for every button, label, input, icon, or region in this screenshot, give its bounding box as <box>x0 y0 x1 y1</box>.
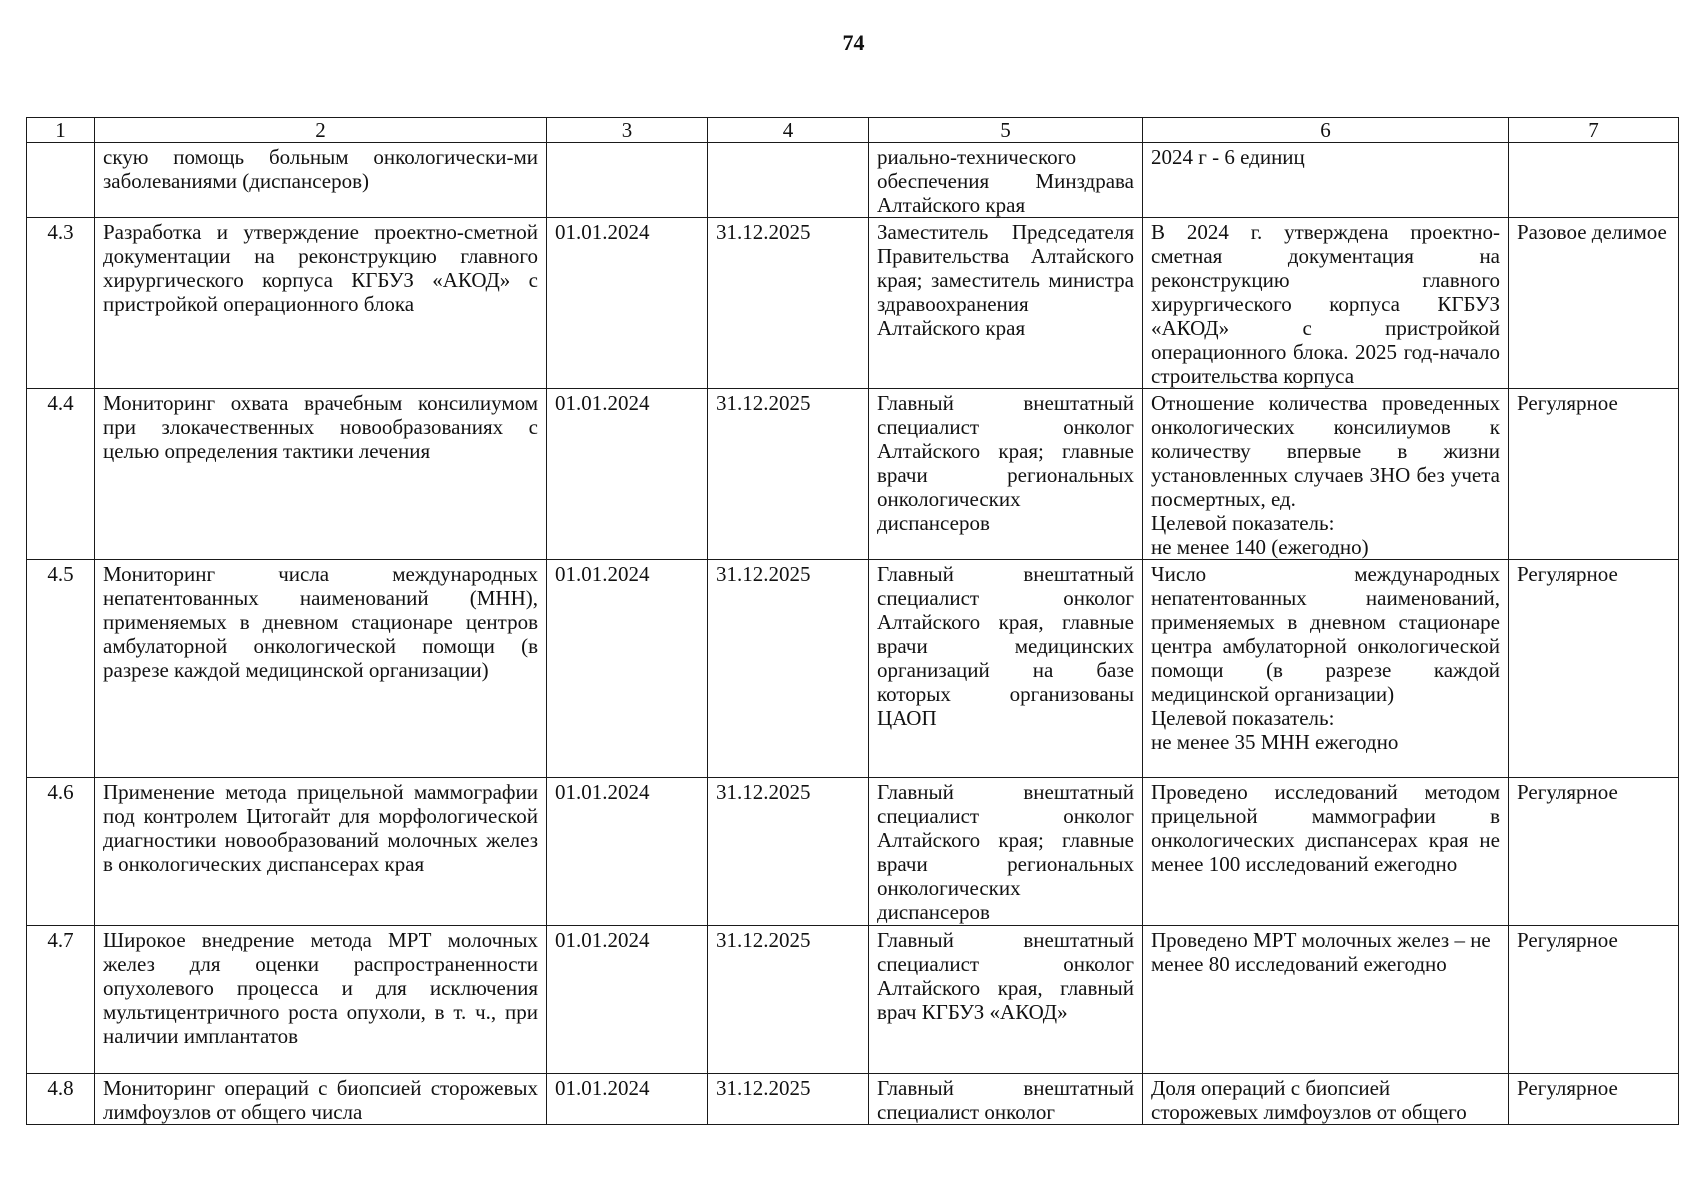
activity-cell: скую помощь больным онкологически-ми заболеваниями (диспансеров) <box>95 143 547 218</box>
column-header: 2 <box>95 118 547 143</box>
responsible-cell: риально-технического обеспечения Минздрава Алтайского края <box>869 143 1143 218</box>
page-number: 74 <box>842 30 865 55</box>
end-date-cell: 31.12.2025 <box>708 560 869 778</box>
start-date-cell: 01.01.2024 <box>547 560 708 778</box>
end-date-cell: 31.12.2025 <box>708 1074 869 1125</box>
responsible-cell: Главный внештатный специалист онколог Алтайского края, главные врачи медицинских организаций на базе которых организованы ЦАОП <box>869 560 1143 778</box>
table-header-row <box>27 118 1679 143</box>
target-value: не менее 140 (ежегодно) <box>1151 535 1369 559</box>
column-header: 1 <box>27 118 95 143</box>
table-row <box>27 778 1679 926</box>
type-cell: Регулярное <box>1509 560 1679 778</box>
result-cell: 2024 г - 6 единиц <box>1143 143 1509 218</box>
table-row <box>27 389 1679 560</box>
target-value: не менее 35 МНН ежегодно <box>1151 730 1399 754</box>
column-header: 7 <box>1509 118 1679 143</box>
result-text: Число международных непатентованных наименований, применяемых в дневном стационаре центра амбулаторной онкологической помощи (в разрезе каждой медицинской организации) <box>1151 562 1500 706</box>
column-header: 3 <box>547 118 708 143</box>
responsible-cell: Заместитель Председателя Правительства Алтайского края; заместитель министра здравоохранения Алтайского края <box>869 218 1143 389</box>
responsible-cell: Главный внештатный специалист онколог <box>869 1074 1143 1125</box>
activity-cell: Мониторинг охвата врачебным консилиумом при злокачественных новообразованиях с целью определения тактики лечения <box>95 389 547 560</box>
result-cell <box>1143 389 1509 560</box>
table-row <box>27 560 1679 778</box>
end-date-cell: 31.12.2025 <box>708 218 869 389</box>
result-cell: Доля операций с биопсией сторожевых лимфоузлов от общего <box>1143 1074 1509 1125</box>
type-cell: Регулярное <box>1509 389 1679 560</box>
start-date-cell: 01.01.2024 <box>547 926 708 1074</box>
start-date-cell: 01.01.2024 <box>547 218 708 389</box>
start-date-cell: 01.01.2024 <box>547 1074 708 1125</box>
measures-table <box>26 117 1679 1125</box>
activity-cell: Мониторинг числа международных непатентованных наименований (МНН), применяемых в дневном стационаре центров амбулаторной онкологической помощи (в разрезе каждой медицинской организации) <box>95 560 547 778</box>
target-label: Целевой показатель: <box>1151 511 1335 535</box>
type-cell: Регулярное <box>1509 1074 1679 1125</box>
column-header: 4 <box>708 118 869 143</box>
type-cell <box>1509 143 1679 218</box>
result-cell: Проведено МРТ молочных желез – не менее 80 исследований ежегодно <box>1143 926 1509 1074</box>
row-number: 4.5 <box>27 560 95 778</box>
target-label: Целевой показатель: <box>1151 706 1335 730</box>
type-cell: Регулярное <box>1509 926 1679 1074</box>
start-date-cell <box>547 143 708 218</box>
row-number: 4.6 <box>27 778 95 926</box>
row-number <box>27 143 95 218</box>
activity-cell: Широкое внедрение метода МРТ молочных желез для оценки распространенности опухолевого процесса и для исключения мультицентричного роста опухоли, в т. ч., при наличии имплантатов <box>95 926 547 1074</box>
type-cell: Разовое делимое <box>1509 218 1679 389</box>
responsible-cell: Главный внештатный специалист онколог Алтайского края; главные врачи региональных онкологических диспансеров <box>869 389 1143 560</box>
responsible-cell: Главный внештатный специалист онколог Алтайского края; главные врачи региональных онкологических диспансеров <box>869 778 1143 926</box>
end-date-cell: 31.12.2025 <box>708 926 869 1074</box>
row-number: 4.3 <box>27 218 95 389</box>
end-date-cell <box>708 143 869 218</box>
activity-cell: Разработка и утверждение проектно-сметной документации на реконструкцию главного хирургического корпуса КГБУЗ «АКОД» с пристройкой операционного блока <box>95 218 547 389</box>
activity-cell: Мониторинг операций с биопсией сторожевых лимфоузлов от общего числа <box>95 1074 547 1125</box>
activity-cell: Применение метода прицельной маммографии под контролем Цитогайт для морфологической диагностики новообразований молочных желез в онкологических диспансерах края <box>95 778 547 926</box>
result-cell: Проведено исследований методом прицельной маммографии в онкологических диспансерах края не менее 100 исследований ежегодно <box>1143 778 1509 926</box>
end-date-cell: 31.12.2025 <box>708 778 869 926</box>
end-date-cell: 31.12.2025 <box>708 389 869 560</box>
row-number: 4.4 <box>27 389 95 560</box>
table-row <box>27 218 1679 389</box>
table-row <box>27 1074 1679 1125</box>
column-header: 6 <box>1143 118 1509 143</box>
result-cell <box>1143 560 1509 778</box>
type-cell: Регулярное <box>1509 778 1679 926</box>
table-row <box>27 143 1679 218</box>
result-text: Отношение количества проведенных онкологических консилиумов к количеству впервые в жизни установленных случаев ЗНО без учета посмертных, ед. <box>1151 391 1500 511</box>
row-number: 4.7 <box>27 926 95 1074</box>
table-row <box>27 926 1679 1074</box>
column-header: 5 <box>869 118 1143 143</box>
result-cell: В 2024 г. утверждена проектно-сметная документация на реконструкцию главного хирургического корпуса КГБУЗ «АКОД» с пристройкой операционного блока. 2025 год-начало строительства корпуса <box>1143 218 1509 389</box>
start-date-cell: 01.01.2024 <box>547 389 708 560</box>
row-number: 4.8 <box>27 1074 95 1125</box>
start-date-cell: 01.01.2024 <box>547 778 708 926</box>
responsible-cell: Главный внештатный специалист онколог Алтайского края, главный врач КГБУЗ «АКОД» <box>869 926 1143 1074</box>
